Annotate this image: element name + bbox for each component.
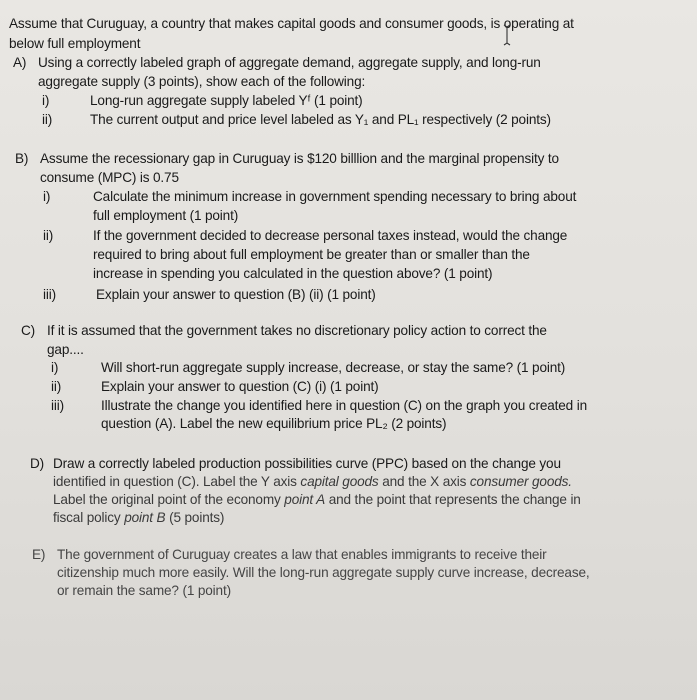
question-e-letter: E) [32,547,46,562]
question-b-letter: B) [15,151,29,166]
question-b-iii-num: iii) [43,287,56,302]
question-c-iii-line-1: Illustrate the change you identified here in question (C) on the graph you created in [101,398,588,413]
question-a-i-num: i) [42,93,50,108]
question-e-line-1: The government of Curuguay creates a law that enables immigrants to receive their [57,547,547,562]
question-d-letter: D) [30,456,45,471]
question-b-text-1: Assume the recessionary gap in Curuguay is $120 billlion and the marginal propensity to [40,151,559,166]
question-a-letter: A) [13,55,27,70]
question-a-text-1: Using a correctly labeled graph of aggregate demand, aggregate supply, and long-run [38,55,541,70]
question-e-line-2: citizenship much more easily. Will the long-run aggregate supply curve increase, decrease, [57,565,590,580]
question-c-text-2: gap.... [47,342,84,357]
question-b-ii-line-1: If the government decided to decrease personal taxes instead, would the change [93,228,568,243]
question-b-text-2: consume (MPC) is 0.75 [40,170,179,185]
question-b-i-line-2: full employment (1 point) [93,208,239,223]
question-c-i-num: i) [51,360,59,375]
question-e-line-3: or remain the same? (1 point) [57,583,231,598]
question-b-iii-line-1: Explain your answer to question (B) (ii) (1 point) [96,287,376,302]
question-b-ii-line-3: increase in spending you calculated in the question above? (1 point) [93,266,493,281]
question-a-ii-text: The current output and price level labeled as Y₁ and PL₁ respectively (2 points) [90,112,551,127]
intro-line-1: Assume that Curuguay, a country that makes capital goods and consumer goods, is operating at [9,16,574,31]
question-a-text-2: aggregate supply (3 points), show each of the following: [38,74,366,89]
question-d-line-4: fiscal policy point B (5 points) [53,510,225,525]
question-d-line-3: Label the original point of the economy point A and the point that represents the change in [53,492,581,507]
question-c-ii-num: ii) [51,379,62,394]
question-a-ii-num: ii) [42,112,53,127]
intro-line-2: below full employment [9,36,141,51]
question-b-i-num: i) [43,189,51,204]
question-a-i-text: Long-run aggregate supply labeled Yᶠ (1 point) [90,93,363,108]
question-c-i-line-1: Will short-run aggregate supply increase, decrease, or stay the same? (1 point) [101,360,566,375]
question-c-iii-num: iii) [51,398,64,413]
question-b-ii-num: ii) [43,228,54,243]
question-c-text-1: If it is assumed that the government takes no discretionary policy action to correct the [47,323,547,338]
text-cursor-icon [503,24,513,46]
question-c-iii-line-2: question (A). Label the new equilibrium price PL₂ (2 points) [101,416,447,431]
question-b-i-line-1: Calculate the minimum increase in government spending necessary to bring about [93,189,577,204]
question-b-ii-line-2: required to bring about full employment be greater than or smaller than the [93,247,530,262]
question-d-line-2: identified in question (C). Label the Y axis capital goods and the X axis consumer goods. [53,474,572,489]
question-c-ii-line-1: Explain your answer to question (C) (i) (1 point) [101,379,379,394]
question-c-letter: C) [21,323,36,338]
question-d-line-1: Draw a correctly labeled production possibilities curve (PPC) based on the change you [53,456,561,471]
